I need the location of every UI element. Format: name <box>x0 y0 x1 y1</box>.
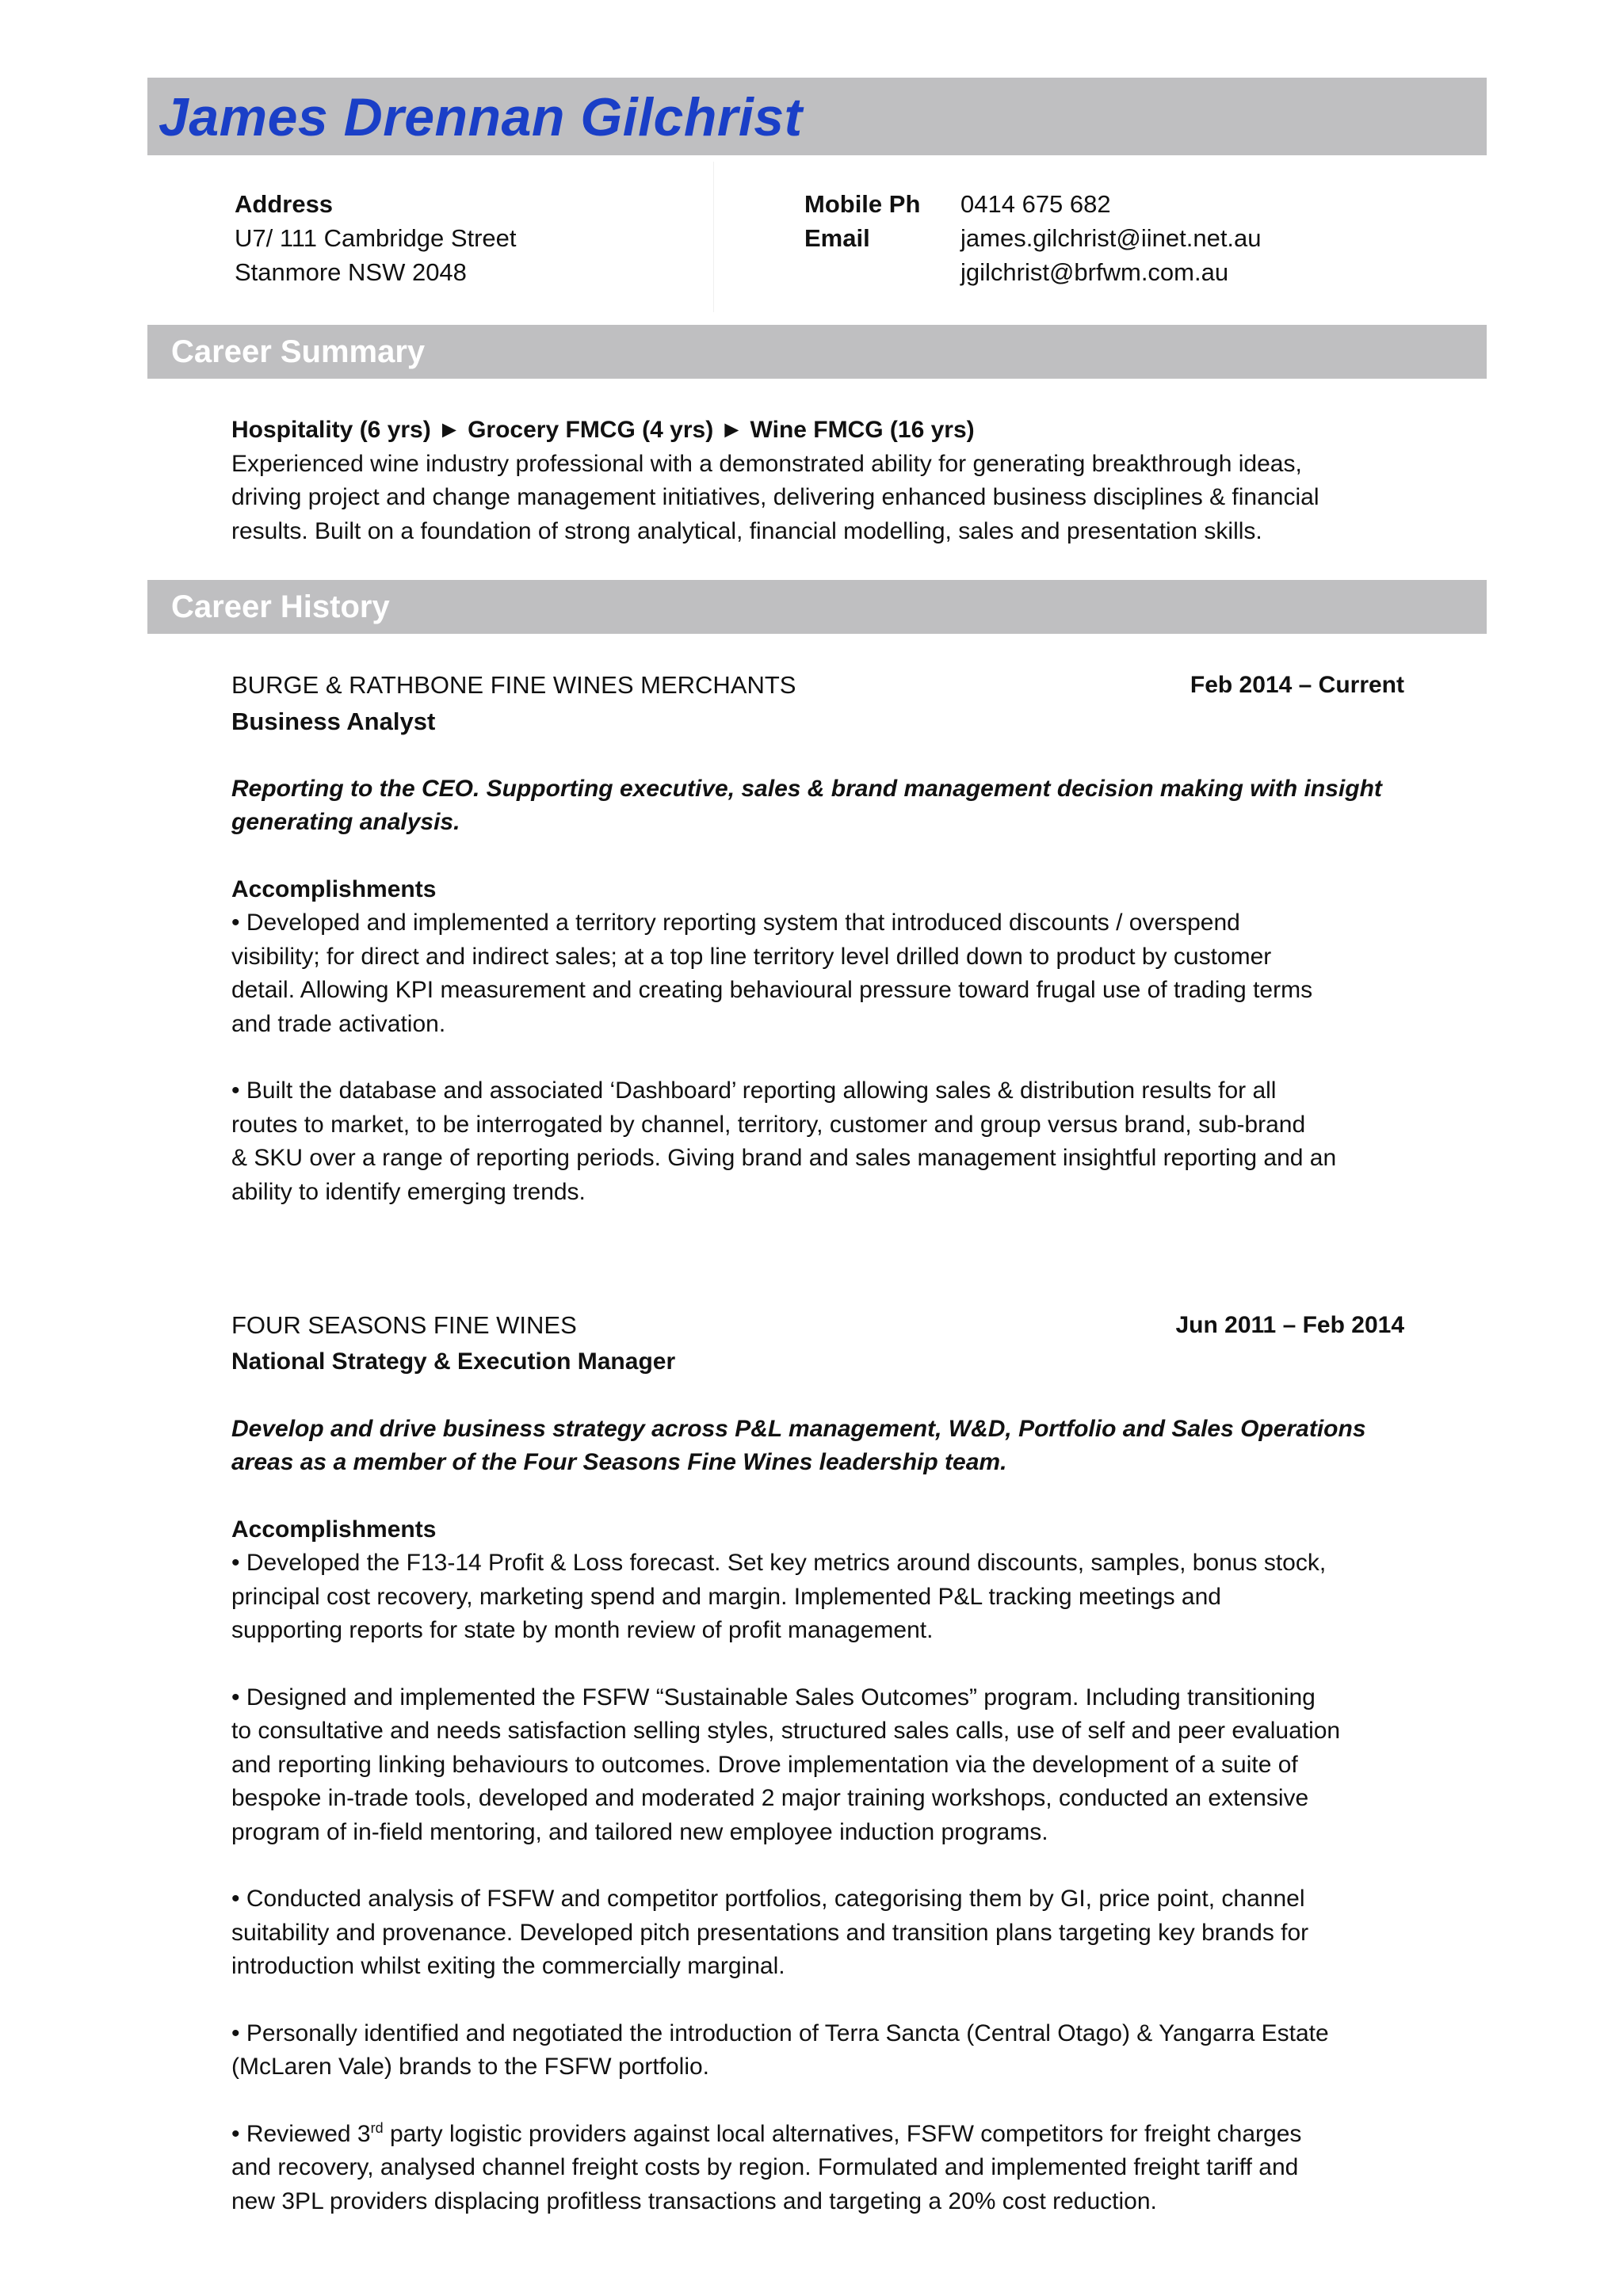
address-block <box>235 187 517 289</box>
contact-values <box>960 187 1262 289</box>
contact-divider <box>713 162 714 312</box>
job-summary-line: generating analysis. <box>231 809 460 835</box>
job-role: Business Analyst <box>231 707 436 735</box>
accomplishments-heading: Accomplishments <box>231 875 437 902</box>
accomplishment-line: • Built the database and associated ‘Dashboard’ reporting allowing sales & distribution results for all <box>231 1077 1277 1104</box>
mobile-value: 0414 675 682 <box>960 190 1111 218</box>
accomplishment-line: principal cost recovery, marketing spend and margin. Implemented P&L tracking meetings and <box>231 1583 1221 1610</box>
accomplishment-line: visibility; for direct and indirect sales; at a top line territory level drilled down to product by customer <box>231 943 1272 970</box>
accomplishment-line: bespoke in-trade tools, developed and moderated 2 major training workshops, conducted an extensive <box>231 1785 1309 1811</box>
accomplishment-line: detail. Allowing KPI measurement and creating behavioural pressure toward frugal use of trading terms <box>231 977 1313 1003</box>
contact-labels <box>804 187 920 255</box>
accomplishment-line: program of in-field mentoring, and tailored new employee induction programs. <box>231 1818 1048 1845</box>
accomplishment-line: new 3PL providers displacing profitless transactions and targeting a 20% cost reduction. <box>231 2187 1157 2214</box>
summary-line: Experienced wine industry professional with a demonstrated ability for generating breakthrough ideas, <box>231 450 1302 477</box>
job-summary-line: Develop and drive business strategy across P&L management, W&D, Portfolio and Sales Operations <box>231 1415 1366 1442</box>
career-summary-title: Career Summary <box>171 334 426 369</box>
accomplishments-heading: Accomplishments <box>231 1516 437 1543</box>
job-header <box>231 1309 1404 1345</box>
job-summary-line: areas as a member of the Four Seasons Fine Wines leadership team. <box>231 1449 1007 1475</box>
job-dates: Feb 2014 – Current <box>1190 672 1404 698</box>
email-secondary: jgilchrist@brfwm.com.au <box>960 258 1229 286</box>
accomplishment-line: (McLaren Vale) brands to the FSFW portfolio. <box>231 2054 710 2080</box>
accomplishment-line: and trade activation. <box>231 1010 446 1037</box>
accomplishment-line: • Developed the F13-14 Profit & Loss forecast. Set key metrics around discounts, samples, bonus stock, <box>231 1550 1327 1576</box>
accomplishment-line: • Personally identified and negotiated the introduction of Terra Sancta (Central Otago) & Yangarra Estate <box>231 2019 1329 2046</box>
summary-line: results. Built on a foundation of strong analytical, financial modelling, sales and presentation skills. <box>231 517 1262 544</box>
accomplishment-line: introduction whilst exiting the commercially marginal. <box>231 1953 785 1979</box>
summary-line: driving project and change management initiatives, delivering enhanced business disciplines & financial <box>231 484 1319 510</box>
ordinal-suffix: rd <box>370 2119 384 2136</box>
address-line-1: U7/ 111 Cambridge Street <box>235 224 517 252</box>
accomplishment-line: & SKU over a range of reporting periods. Giving brand and sales management insightful reporting and an <box>231 1145 1337 1171</box>
accomplishment-text: • Reviewed 3 <box>231 2120 371 2147</box>
email-label: Email <box>804 224 870 252</box>
job-role: National Strategy & Execution Manager <box>231 1348 676 1375</box>
accomplishment-line: and recovery, analysed channel freight costs by region. Formulated and implemented freight tariff and <box>231 2154 1299 2180</box>
accomplishment-line: and reporting linking behaviours to outcomes. Drove implementation via the development of a suite of <box>231 1751 1298 1778</box>
job-dates: Jun 2011 – Feb 2014 <box>1175 1312 1404 1338</box>
accomplishment-line: routes to market, to be interrogated by channel, territory, customer and group versus brand, sub-brand <box>231 1111 1306 1138</box>
accomplishment-line: supporting reports for state by month review of profit management. <box>231 1617 934 1643</box>
company-name: BURGE & RATHBONE FINE WINES MERCHANTS <box>231 671 796 699</box>
job-entry <box>231 1309 1404 2218</box>
candidate-name: James Drennan Gilchrist <box>158 87 803 147</box>
accomplishment-line: ability to identify emerging trends. <box>231 1178 586 1205</box>
career-summary-body <box>231 414 1404 548</box>
mobile-label: Mobile Ph <box>804 190 921 218</box>
accomplishment-line: • Conducted analysis of FSFW and competitor portfolios, categorising them by GI, price point, channel <box>231 1886 1305 1912</box>
job-header <box>231 669 1404 705</box>
email-primary: james.gilchrist@iinet.net.au <box>960 224 1262 252</box>
career-headline: Hospitality (6 yrs) ► Grocery FMCG (4 yrs) ► Wine FMCG (16 yrs) <box>231 417 975 443</box>
company-name: FOUR SEASONS FINE WINES <box>231 1311 577 1339</box>
address-line-2: Stanmore NSW 2048 <box>235 258 467 286</box>
address-label: Address <box>235 190 334 218</box>
career-history-title: Career History <box>171 589 390 624</box>
accomplishment-line: • Designed and implemented the FSFW “Sustainable Sales Outcomes” program. Including transitioning <box>231 1684 1316 1711</box>
accomplishment-line: to consultative and needs satisfaction selling styles, structured sales calls, use of self and peer evaluation <box>231 1718 1341 1744</box>
job-entry <box>231 669 1404 1209</box>
accomplishment-line: • Developed and implemented a territory reporting system that introduced discounts / overspend <box>231 910 1240 936</box>
job-summary-line: Reporting to the CEO. Supporting executive, sales & brand management decision making with insight <box>231 775 1382 802</box>
accomplishment-line <box>231 2118 1404 2152</box>
accomplishment-text: party logistic providers against local alternatives, FSFW competitors for freight charges <box>383 2120 1302 2147</box>
accomplishment-line: suitability and provenance. Developed pitch presentations and transition plans targeting key brands for <box>231 1919 1309 1946</box>
